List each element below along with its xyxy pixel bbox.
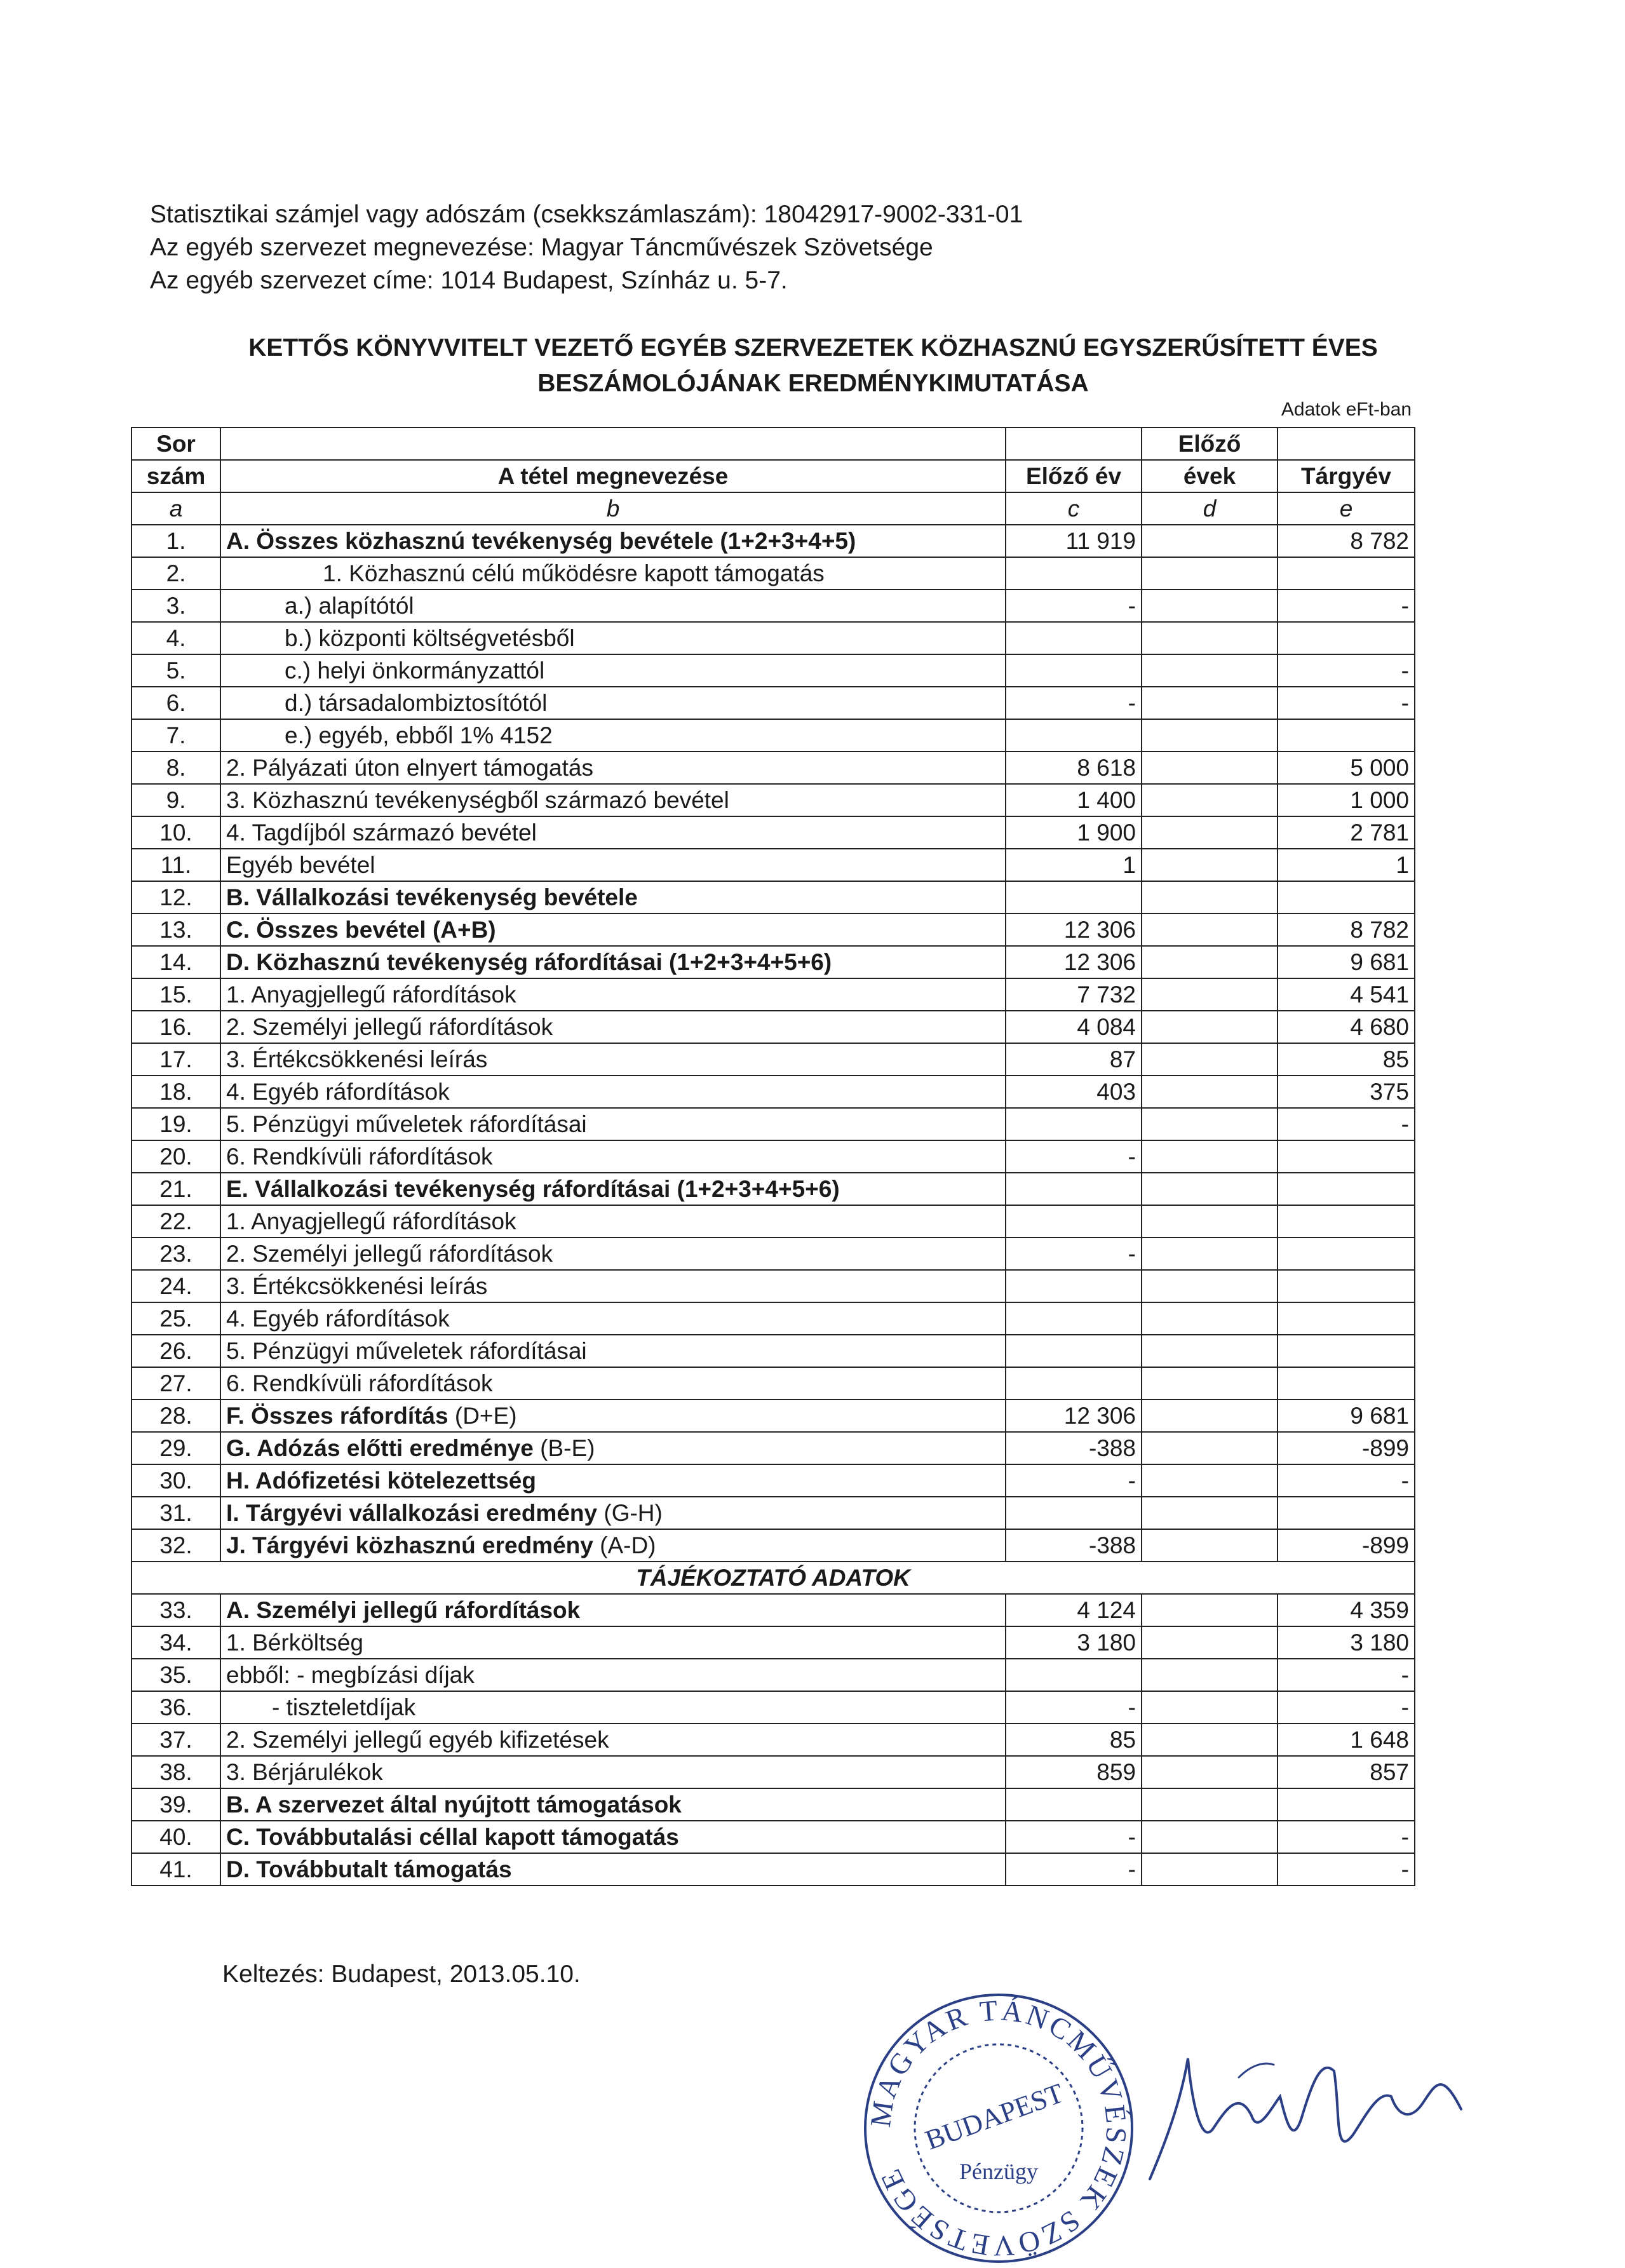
row-item-name: 6. Rendkívüli ráfordítások	[220, 1140, 1006, 1173]
col-header-current-year: Tárgyév	[1278, 460, 1415, 492]
row-value-e	[1278, 622, 1415, 654]
table-row	[131, 1270, 1415, 1302]
row-value-e: -	[1278, 654, 1415, 687]
row-value-c: -	[1006, 1140, 1142, 1173]
row-number: 37.	[131, 1724, 220, 1756]
col-letter-a: a	[131, 492, 220, 525]
row-value-c: 3 180	[1006, 1626, 1142, 1659]
row-number: 27.	[131, 1367, 220, 1400]
stamp-outer-text: MAGYAR TÁNCMŰVÉSZEK SZÖVETSÉGE	[863, 1994, 1133, 2263]
row-value-c: -388	[1006, 1529, 1142, 1562]
row-value-d	[1142, 1108, 1278, 1140]
row-value-e	[1278, 1302, 1415, 1335]
row-number: 2.	[131, 557, 220, 590]
table-row	[131, 622, 1415, 654]
row-number: 25.	[131, 1302, 220, 1335]
col-header-blank	[1006, 428, 1142, 460]
row-item-name: a.) alapítótól	[220, 590, 1006, 622]
row-item-name: 4. Egyéb ráfordítások	[220, 1076, 1006, 1108]
info-section-title-row	[131, 1562, 1415, 1594]
row-number: 31.	[131, 1497, 220, 1529]
row-value-e: 9 681	[1278, 946, 1415, 978]
row-value-e: 8 782	[1278, 525, 1415, 557]
row-value-c: 12 306	[1006, 914, 1142, 946]
row-value-e: 1 648	[1278, 1724, 1415, 1756]
table-row	[131, 1497, 1415, 1529]
row-item-name-bold: G. Adózás előtti eredménye	[226, 1435, 534, 1461]
row-value-d	[1142, 784, 1278, 816]
row-value-c	[1006, 1173, 1142, 1205]
row-value-d	[1142, 590, 1278, 622]
row-number: 18.	[131, 1076, 220, 1108]
header-row-main	[131, 460, 1415, 492]
row-item-name-bold: I. Tárgyévi vállalkozási eredmény	[226, 1500, 598, 1526]
row-value-d	[1142, 557, 1278, 590]
row-item-name: D. Közhasznú tevékenység ráfordításai (1+2+3+4+5+6)	[220, 946, 1006, 978]
row-value-c: -	[1006, 1691, 1142, 1724]
table-row	[131, 978, 1415, 1011]
row-item-name	[220, 1432, 1006, 1464]
row-item-name	[220, 1400, 1006, 1432]
table-row	[131, 1140, 1415, 1173]
row-value-d	[1142, 752, 1278, 784]
row-value-d	[1142, 719, 1278, 752]
row-item-name: 4. Tagdíjból származó bevétel	[220, 816, 1006, 849]
table-row	[131, 752, 1415, 784]
info-rows	[131, 1594, 1415, 1886]
row-item-name: H. Adófizetési kötelezettség	[220, 1464, 1006, 1497]
row-value-d	[1142, 1497, 1278, 1529]
row-value-d	[1142, 1238, 1278, 1270]
row-number: 12.	[131, 881, 220, 914]
row-item-name: D. Továbbutalt támogatás	[220, 1853, 1006, 1886]
organization-name-line: Az egyéb szervezet megnevezése: Magyar Táncművészek Szövetsége	[150, 234, 933, 261]
row-number: 24.	[131, 1270, 220, 1302]
income-statement-rows	[131, 525, 1415, 1562]
table-row	[131, 849, 1415, 881]
row-value-e	[1278, 1270, 1415, 1302]
row-value-e: 4 359	[1278, 1594, 1415, 1626]
row-value-d	[1142, 1626, 1278, 1659]
stamp-city-text: BUDAPEST	[921, 2077, 1068, 2156]
table-row	[131, 1076, 1415, 1108]
row-value-d	[1142, 1788, 1278, 1821]
row-value-d	[1142, 1529, 1278, 1562]
row-value-c: 1 400	[1006, 784, 1142, 816]
row-value-d	[1142, 1205, 1278, 1238]
row-item-name: 5. Pénzügyi műveletek ráfordításai	[220, 1108, 1006, 1140]
row-number: 29.	[131, 1432, 220, 1464]
row-value-e	[1278, 557, 1415, 590]
col-header-prev-years-top: Előző	[1142, 428, 1278, 460]
row-number: 34.	[131, 1626, 220, 1659]
row-value-e: -	[1278, 1108, 1415, 1140]
row-number: 38.	[131, 1756, 220, 1788]
row-item-name-formula: (B-E)	[533, 1435, 595, 1461]
row-value-e	[1278, 1140, 1415, 1173]
row-value-d	[1142, 1853, 1278, 1886]
table-row	[131, 1011, 1415, 1043]
column-letter-row	[131, 492, 1415, 525]
row-number: 19.	[131, 1108, 220, 1140]
row-value-d	[1142, 1464, 1278, 1497]
col-letter-b: b	[220, 492, 1006, 525]
row-value-e	[1278, 881, 1415, 914]
row-value-d	[1142, 1756, 1278, 1788]
round-stamp-icon	[859, 1988, 1138, 2268]
row-item-name: Egyéb bevétel	[220, 849, 1006, 881]
row-value-e: -899	[1278, 1432, 1415, 1464]
row-value-d	[1142, 1659, 1278, 1691]
row-item-name: 1. Közhasznú célú működésre kapott támogatás	[220, 557, 1006, 590]
row-value-e: 3 180	[1278, 1626, 1415, 1659]
row-value-c	[1006, 719, 1142, 752]
row-number: 30.	[131, 1464, 220, 1497]
row-item-name: d.) társadalombiztosítótól	[220, 687, 1006, 719]
row-value-c	[1006, 1659, 1142, 1691]
row-item-name: b.) központi költségvetésből	[220, 622, 1006, 654]
row-value-e: 1 000	[1278, 784, 1415, 816]
row-item-name: 1. Anyagjellegű ráfordítások	[220, 1205, 1006, 1238]
table-row	[131, 914, 1415, 946]
stamp-bottom-text: Pénzügy	[959, 2159, 1038, 2184]
row-value-e: -	[1278, 1464, 1415, 1497]
table-row	[131, 1821, 1415, 1853]
row-number: 21.	[131, 1173, 220, 1205]
row-item-name: 2. Pályázati úton elnyert támogatás	[220, 752, 1006, 784]
row-value-c	[1006, 622, 1142, 654]
row-item-name: 6. Rendkívüli ráfordítások	[220, 1367, 1006, 1400]
row-value-c: 87	[1006, 1043, 1142, 1076]
col-header-sor: Sor	[131, 428, 220, 460]
row-item-name: e.) egyéb, ebből 1% 4152	[220, 719, 1006, 752]
row-value-c: 7 732	[1006, 978, 1142, 1011]
row-value-c: 4 124	[1006, 1594, 1142, 1626]
row-number: 3.	[131, 590, 220, 622]
row-value-d	[1142, 1173, 1278, 1205]
row-value-d	[1142, 1335, 1278, 1367]
row-value-c: 85	[1006, 1724, 1142, 1756]
row-value-c: 12 306	[1006, 1400, 1142, 1432]
row-item-name-formula: (G-H)	[597, 1500, 663, 1526]
row-number: 35.	[131, 1659, 220, 1691]
income-statement-table	[131, 427, 1415, 1886]
row-number: 40.	[131, 1821, 220, 1853]
row-number: 28.	[131, 1400, 220, 1432]
row-number: 15.	[131, 978, 220, 1011]
row-value-e: 4 680	[1278, 1011, 1415, 1043]
row-value-c: 8 618	[1006, 752, 1142, 784]
row-value-e: 8 782	[1278, 914, 1415, 946]
row-value-c: -	[1006, 590, 1142, 622]
table-row	[131, 1432, 1415, 1464]
table-row	[131, 1594, 1415, 1626]
table-row	[131, 1626, 1415, 1659]
row-item-name-bold: J. Tárgyévi közhasznú eredmény	[226, 1532, 593, 1558]
row-item-name-bold: F. Összes ráfordítás	[226, 1403, 448, 1429]
row-value-c: 859	[1006, 1756, 1142, 1788]
row-number: 22.	[131, 1205, 220, 1238]
row-number: 32.	[131, 1529, 220, 1562]
header-row-top	[131, 428, 1415, 460]
row-item-name: B. A szervezet által nyújtott támogatások	[220, 1788, 1006, 1821]
row-value-c: -	[1006, 1238, 1142, 1270]
row-value-e: -	[1278, 1691, 1415, 1724]
row-number: 39.	[131, 1788, 220, 1821]
row-number: 8.	[131, 752, 220, 784]
row-number: 17.	[131, 1043, 220, 1076]
row-item-name: 2. Személyi jellegű ráfordítások	[220, 1011, 1006, 1043]
row-item-name: 3. Közhasznú tevékenységből származó bevétel	[220, 784, 1006, 816]
document-title	[127, 330, 1499, 402]
table-row	[131, 881, 1415, 914]
col-header-blank	[220, 428, 1006, 460]
row-value-c: 403	[1006, 1076, 1142, 1108]
table-row	[131, 525, 1415, 557]
row-value-d	[1142, 1011, 1278, 1043]
row-value-c: -	[1006, 1464, 1142, 1497]
table-row	[131, 654, 1415, 687]
row-value-d	[1142, 1724, 1278, 1756]
row-value-e	[1278, 1497, 1415, 1529]
info-section-title: TÁJÉKOZTATÓ ADATOK	[131, 1562, 1415, 1594]
table-row	[131, 1788, 1415, 1821]
row-number: 20.	[131, 1140, 220, 1173]
row-value-d	[1142, 1400, 1278, 1432]
row-value-e	[1278, 1238, 1415, 1270]
organization-address-line: Az egyéb szervezet címe: 1014 Budapest, Színház u. 5-7.	[150, 267, 788, 294]
row-value-d	[1142, 1140, 1278, 1173]
table-row	[131, 1400, 1415, 1432]
handwritten-signature-icon	[1143, 2020, 1474, 2198]
col-letter-d: d	[1142, 492, 1278, 525]
tax-number-line: Statisztikai számjel vagy adószám (csekkszámlaszám): 18042917-9002-331-01	[150, 201, 1023, 228]
row-number: 7.	[131, 719, 220, 752]
row-value-c: -	[1006, 687, 1142, 719]
row-value-c	[1006, 1108, 1142, 1140]
row-value-e: -	[1278, 1659, 1415, 1691]
row-item-name: 3. Bérjárulékok	[220, 1756, 1006, 1788]
row-number: 41.	[131, 1853, 220, 1886]
row-item-name: 4. Egyéb ráfordítások	[220, 1302, 1006, 1335]
row-value-d	[1142, 849, 1278, 881]
row-item-name: A. Összes közhasznú tevékenység bevétele (1+2+3+4+5)	[220, 525, 1006, 557]
table-row	[131, 557, 1415, 590]
row-value-c	[1006, 1335, 1142, 1367]
row-value-e: -	[1278, 1821, 1415, 1853]
col-header-prev-years-bottom: évek	[1142, 460, 1278, 492]
row-value-d	[1142, 1302, 1278, 1335]
row-value-e	[1278, 1367, 1415, 1400]
row-value-d	[1142, 1076, 1278, 1108]
table-row	[131, 1724, 1415, 1756]
row-item-name: 2. Személyi jellegű ráfordítások	[220, 1238, 1006, 1270]
row-item-name: 1. Bérköltség	[220, 1626, 1006, 1659]
row-number: 5.	[131, 654, 220, 687]
row-value-c: 1 900	[1006, 816, 1142, 849]
row-value-d	[1142, 1821, 1278, 1853]
row-item-name: C. Összes bevétel (A+B)	[220, 914, 1006, 946]
col-header-blank	[1278, 428, 1415, 460]
table-row	[131, 816, 1415, 849]
row-item-name: A. Személyi jellegű ráfordítások	[220, 1594, 1006, 1626]
row-item-name: c.) helyi önkormányzattól	[220, 654, 1006, 687]
row-item-name-formula: (D+E)	[448, 1403, 517, 1429]
row-value-e	[1278, 1173, 1415, 1205]
table-row	[131, 1756, 1415, 1788]
row-value-e: 5 000	[1278, 752, 1415, 784]
row-value-e: -	[1278, 1853, 1415, 1886]
row-number: 4.	[131, 622, 220, 654]
col-header-szam: szám	[131, 460, 220, 492]
row-value-c	[1006, 654, 1142, 687]
table-row	[131, 1335, 1415, 1367]
row-item-name: 5. Pénzügyi műveletek ráfordításai	[220, 1335, 1006, 1367]
issue-date: Keltezés: Budapest, 2013.05.10.	[222, 1961, 581, 1988]
row-value-d	[1142, 1043, 1278, 1076]
row-item-name: - tiszteletdíjak	[220, 1691, 1006, 1724]
row-value-c: -	[1006, 1821, 1142, 1853]
row-number: 16.	[131, 1011, 220, 1043]
row-value-e: 9 681	[1278, 1400, 1415, 1432]
row-number: 33.	[131, 1594, 220, 1626]
row-value-d	[1142, 816, 1278, 849]
col-letter-e: e	[1278, 492, 1415, 525]
row-value-e	[1278, 719, 1415, 752]
row-value-e: -	[1278, 687, 1415, 719]
row-item-name: B. Vállalkozási tevékenység bevétele	[220, 881, 1006, 914]
table-row	[131, 1464, 1415, 1497]
title-line-2: BESZÁMOLÓJÁNAK EREDMÉNYKIMUTATÁSA	[537, 370, 1089, 397]
row-value-c	[1006, 1367, 1142, 1400]
row-value-d	[1142, 881, 1278, 914]
row-number: 36.	[131, 1691, 220, 1724]
table-row	[131, 1367, 1415, 1400]
row-number: 1.	[131, 525, 220, 557]
row-value-e: -	[1278, 590, 1415, 622]
row-value-e: -899	[1278, 1529, 1415, 1562]
row-value-c: 11 919	[1006, 525, 1142, 557]
table-row	[131, 1691, 1415, 1724]
units-note: Adatok eFt-ban	[1281, 399, 1412, 420]
row-value-e: 857	[1278, 1756, 1415, 1788]
row-value-c	[1006, 1788, 1142, 1821]
row-item-name: 3. Értékcsökkenési leírás	[220, 1270, 1006, 1302]
table-row	[131, 1659, 1415, 1691]
row-value-e	[1278, 1205, 1415, 1238]
row-value-e	[1278, 1335, 1415, 1367]
table-row	[131, 1043, 1415, 1076]
table-row	[131, 1853, 1415, 1886]
row-item-name: ebből: - megbízási díjak	[220, 1659, 1006, 1691]
row-item-name: E. Vállalkozási tevékenység ráfordításai (1+2+3+4+5+6)	[220, 1173, 1006, 1205]
col-header-prev-year: Előző év	[1006, 460, 1142, 492]
row-item-name: 3. Értékcsökkenési leírás	[220, 1043, 1006, 1076]
row-item-name: 1. Anyagjellegű ráfordítások	[220, 978, 1006, 1011]
table-row	[131, 719, 1415, 752]
table-row	[131, 1108, 1415, 1140]
row-value-e: 1	[1278, 849, 1415, 881]
row-value-d	[1142, 1367, 1278, 1400]
row-value-e: 85	[1278, 1043, 1415, 1076]
table-row	[131, 946, 1415, 978]
table-row	[131, 1205, 1415, 1238]
table-row	[131, 590, 1415, 622]
row-value-d	[1142, 978, 1278, 1011]
row-number: 6.	[131, 687, 220, 719]
row-item-name	[220, 1529, 1006, 1562]
table-row	[131, 1173, 1415, 1205]
row-value-c: -	[1006, 1853, 1142, 1886]
row-value-d	[1142, 1432, 1278, 1464]
row-value-e: 4 541	[1278, 978, 1415, 1011]
row-value-d	[1142, 914, 1278, 946]
row-item-name: C. Továbbutalási céllal kapott támogatás	[220, 1821, 1006, 1853]
row-value-c	[1006, 1497, 1142, 1529]
row-value-c	[1006, 1270, 1142, 1302]
row-number: 23.	[131, 1238, 220, 1270]
row-value-c	[1006, 557, 1142, 590]
row-value-e	[1278, 1788, 1415, 1821]
table-row	[131, 687, 1415, 719]
row-value-c	[1006, 1205, 1142, 1238]
row-value-d	[1142, 1594, 1278, 1626]
row-value-d	[1142, 1270, 1278, 1302]
row-value-c: 1	[1006, 849, 1142, 881]
row-value-d	[1142, 525, 1278, 557]
col-header-name: A tétel megnevezése	[220, 460, 1006, 492]
row-value-e: 375	[1278, 1076, 1415, 1108]
row-value-e: 2 781	[1278, 816, 1415, 849]
row-number: 11.	[131, 849, 220, 881]
row-number: 14.	[131, 946, 220, 978]
table-row	[131, 1529, 1415, 1562]
row-value-d	[1142, 1691, 1278, 1724]
row-value-d	[1142, 687, 1278, 719]
table-row	[131, 784, 1415, 816]
table-row	[131, 1238, 1415, 1270]
document-header	[150, 198, 1023, 297]
row-item-name-formula: (A-D)	[593, 1532, 656, 1558]
row-value-d	[1142, 946, 1278, 978]
row-number: 9.	[131, 784, 220, 816]
row-number: 10.	[131, 816, 220, 849]
row-value-c: 12 306	[1006, 946, 1142, 978]
row-number: 13.	[131, 914, 220, 946]
info-section	[131, 1562, 1415, 1594]
row-item-name	[220, 1497, 1006, 1529]
row-item-name: 2. Személyi jellegű egyéb kifizetések	[220, 1724, 1006, 1756]
table-row	[131, 1302, 1415, 1335]
title-line-1: KETTŐS KÖNYVVITELT VEZETŐ EGYÉB SZERVEZETEK KÖZHASZNÚ EGYSZERŰSÍTETT ÉVES	[248, 334, 1378, 361]
row-value-c: -388	[1006, 1432, 1142, 1464]
row-value-d	[1142, 622, 1278, 654]
row-value-c: 4 084	[1006, 1011, 1142, 1043]
row-value-d	[1142, 654, 1278, 687]
row-number: 26.	[131, 1335, 220, 1367]
col-letter-c: c	[1006, 492, 1142, 525]
row-value-c	[1006, 1302, 1142, 1335]
row-value-c	[1006, 881, 1142, 914]
